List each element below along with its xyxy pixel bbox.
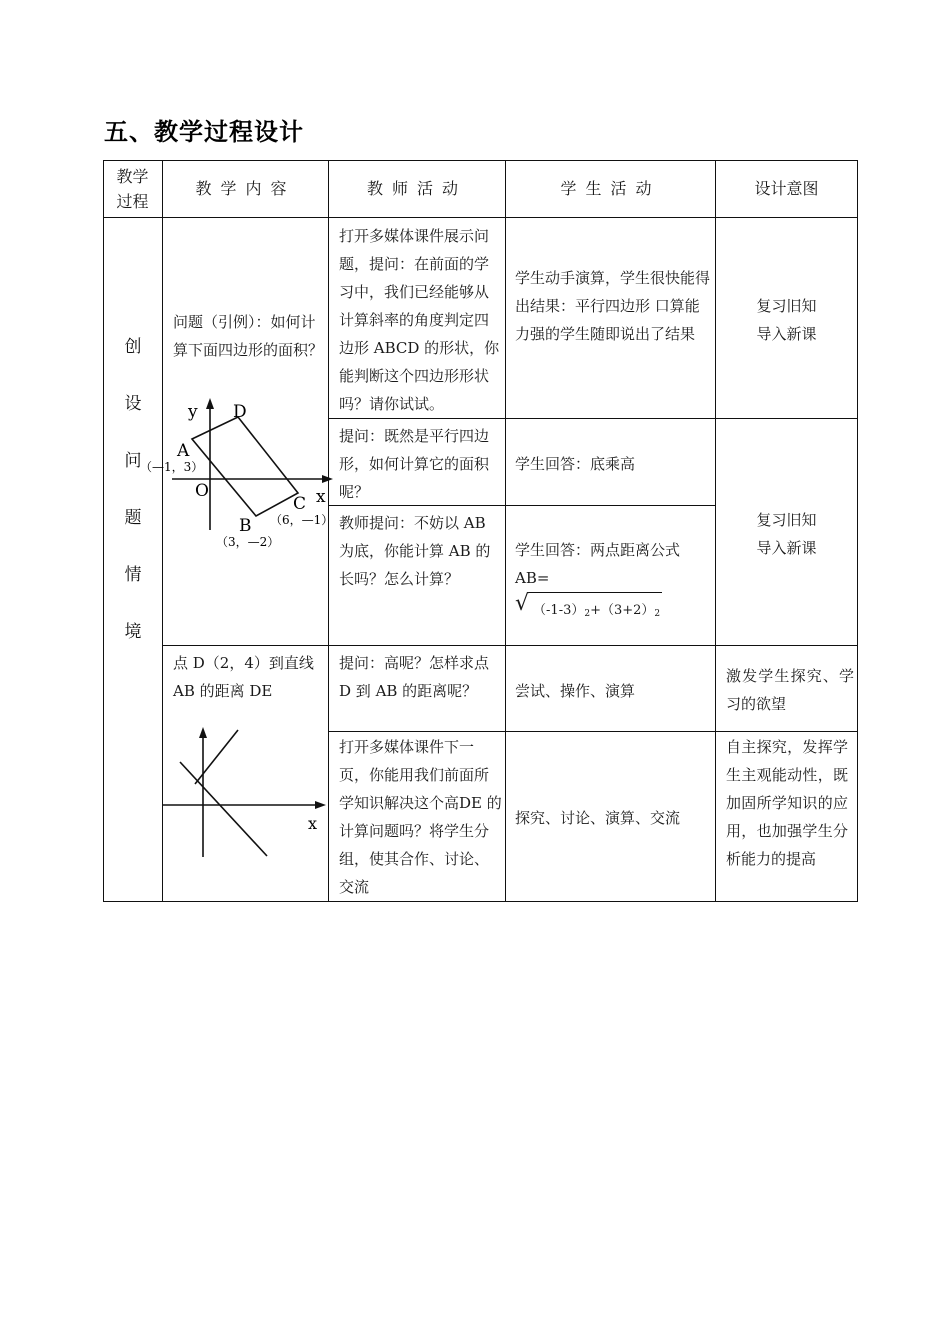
header-content: 教学内容	[195, 179, 296, 198]
content-distance-text: 点 D（2，4）到直线 AB 的距离 DE	[173, 654, 314, 700]
teacher-activity-3: 教师提问：不妨以 AB 为底，你能计算 AB 的长吗？怎么计算？	[339, 514, 491, 588]
intent-2: 复习旧知 导入新课	[756, 511, 817, 557]
teacher-activity-2: 提问：既然是平行四边形，如何计算它的面积呢？	[339, 427, 490, 501]
teacher-activity-1: 打开多媒体课件展示问题，提问：在前面的学习中，我们已经能够从计算斜率的角度判定四边形 ABCD 的形状，你能判断这个四边形形状吗？请你试试。	[339, 227, 500, 413]
stage-char: 境	[124, 622, 142, 642]
label-x: x	[308, 814, 318, 833]
table-border-bottom	[103, 901, 858, 902]
intent-3: 激发学生探究、学习的欲望	[726, 667, 854, 713]
stage-char: 情	[124, 565, 142, 585]
teacher-activity-4: 提问：高呢？怎样求点 D 到 AB 的距离呢？	[339, 654, 490, 700]
label-b: B	[239, 516, 252, 536]
label-y: y	[188, 402, 198, 422]
x-axis-arrow	[315, 801, 326, 809]
label-a-coord: （—1，3）	[140, 460, 204, 474]
label-c-coord: （6，—1）	[270, 513, 334, 527]
table-divider	[162, 645, 858, 646]
stage-char: 问	[124, 451, 142, 471]
y-axis-arrow	[199, 727, 207, 738]
label-o: O	[195, 481, 209, 501]
intent-1: 复习旧知 导入新课	[756, 297, 817, 343]
y-axis-arrow	[206, 398, 214, 409]
label-a: A	[177, 441, 190, 461]
label-c: C	[293, 494, 307, 514]
student-activity-2: 学生回答：底乘高	[515, 455, 636, 473]
table-divider	[103, 217, 858, 218]
line-ab	[180, 762, 267, 856]
teacher-activity-5: 打开多媒体课件下一页，你能用我们前面所学知识解决这个高DE 的计算问题吗？将学生分组，使其合作、讨论、交流	[339, 738, 502, 896]
quadrilateral-abcd	[192, 417, 298, 516]
line-de	[195, 730, 238, 784]
quadrilateral-figure	[140, 395, 340, 555]
x-axis-arrow	[322, 475, 333, 483]
formula-prefix: AB=	[515, 569, 550, 587]
student-activity-5: 探究、讨论、演算、交流	[515, 809, 681, 827]
intent-4: 自主探究，发挥学生主观能动性，既加固所学知识的应用，也加强学生分析能力的提高	[726, 738, 848, 868]
student-activity-1: 学生动手演算，学生很快能得出结果：平行四边形 口算能力强的学生随即说出了结果	[515, 269, 711, 343]
formula-radicand: $(-1-3)_2+(3+2)_2$	[529, 592, 662, 628]
stage-char: 设	[124, 394, 142, 414]
header-process: 教学 过程	[116, 167, 149, 211]
header-teacher: 教师活动	[366, 179, 467, 198]
header-student: 学生活动	[560, 179, 661, 198]
label-x: x	[316, 487, 326, 507]
stage-char: 创	[124, 337, 142, 357]
label-d: D	[233, 402, 247, 422]
student-activity-4: 尝试、操作、演算	[515, 682, 636, 700]
table-divider	[328, 731, 858, 732]
table-divider	[328, 418, 858, 419]
sqrt-symbol: √	[515, 591, 530, 616]
stage-char: 题	[124, 508, 142, 528]
table-divider	[505, 160, 506, 902]
student-activity-3: 学生回答：两点距离公式 AB= √ $(-1-3)_2+(3+2)_2$	[515, 536, 711, 628]
section-heading: 五、教学过程设计	[104, 118, 304, 146]
label-b-coord: （3，—2）	[216, 535, 280, 549]
table-border-right	[857, 160, 858, 902]
distance-formula	[515, 592, 711, 628]
content-question-text: 问题（引例）：如何计算下面四边形的面积？	[173, 313, 324, 359]
header-intent: 设计意图	[754, 179, 819, 198]
distance-figure	[160, 722, 330, 862]
